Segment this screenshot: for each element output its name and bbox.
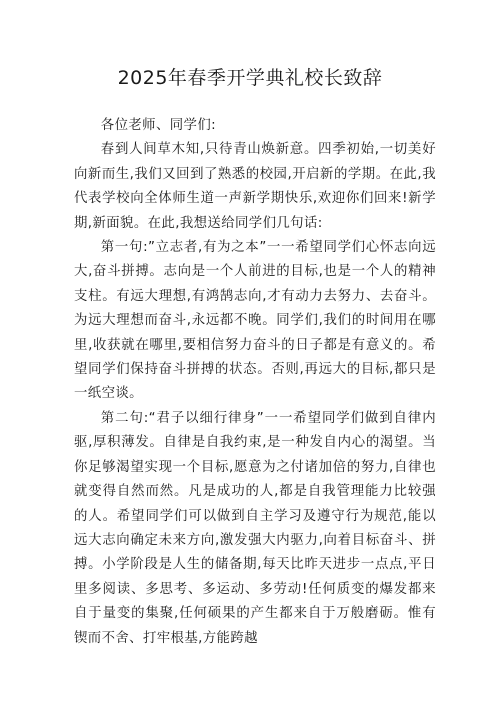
second-point-paragraph: 第二句:“君子以细行律身”一一希望同学们做到自律内驱,厚积薄发。自律是自我约束,是一种发自内心的渴望。当你足够渴望实现一个目标,愿意为之付诸加倍的努力,自律也就变得自然而然。凡是成功的人,都是自我管理能力比较强的人。希望同学们可以做到自主学习及遵守行为规范,能以远大志向确定未来方向,激发强大内驱力,向着目标奋斗、拼搏。小学阶段是人生的储备期,每天比昨天进步一点点,平日里多阅读、多思考、多运动、多劳动!任何质变的爆发都来自于量变的集聚,任何硕果的产生都来自于万般磨砺。惟有锲而不舍、打牢根基,方能跨越 [74,410,436,646]
salutation-paragraph: 各位老师、同学们: [100,118,217,133]
document-title: 2025年春季开学典礼校长致辞 [117,67,383,89]
opening-paragraph: 春到人间草木知,只待青山焕新意。四季初始,一切美好向新而生,我们又回到了熟悉的校园,开启新的学期。在此,我代表学校向全体师生道一声新学期快乐,欢迎你们回来!新学期,新面貌。在此,我想送给同学们几句话: [74,142,436,231]
first-point-paragraph: 第一句:”立志者,有为之本”一一希望同学们心怀志向远大,奋斗拼搏。志向是一个人前进的目标,也是一个人的精神支柱。有远大理想,有鸿鹄志向,才有动力去努力、去奋斗。为远大理想而奋斗,永远都不晚。同学们,我们的时间用在哪里,收获就在哪里,要相信努力奋斗的日子都是有意义的。希望同学们保持奋斗拼搏的状态。否则,再远大的目标,都只是一纸空谈。 [74,240,436,402]
speech-body [74,114,436,651]
